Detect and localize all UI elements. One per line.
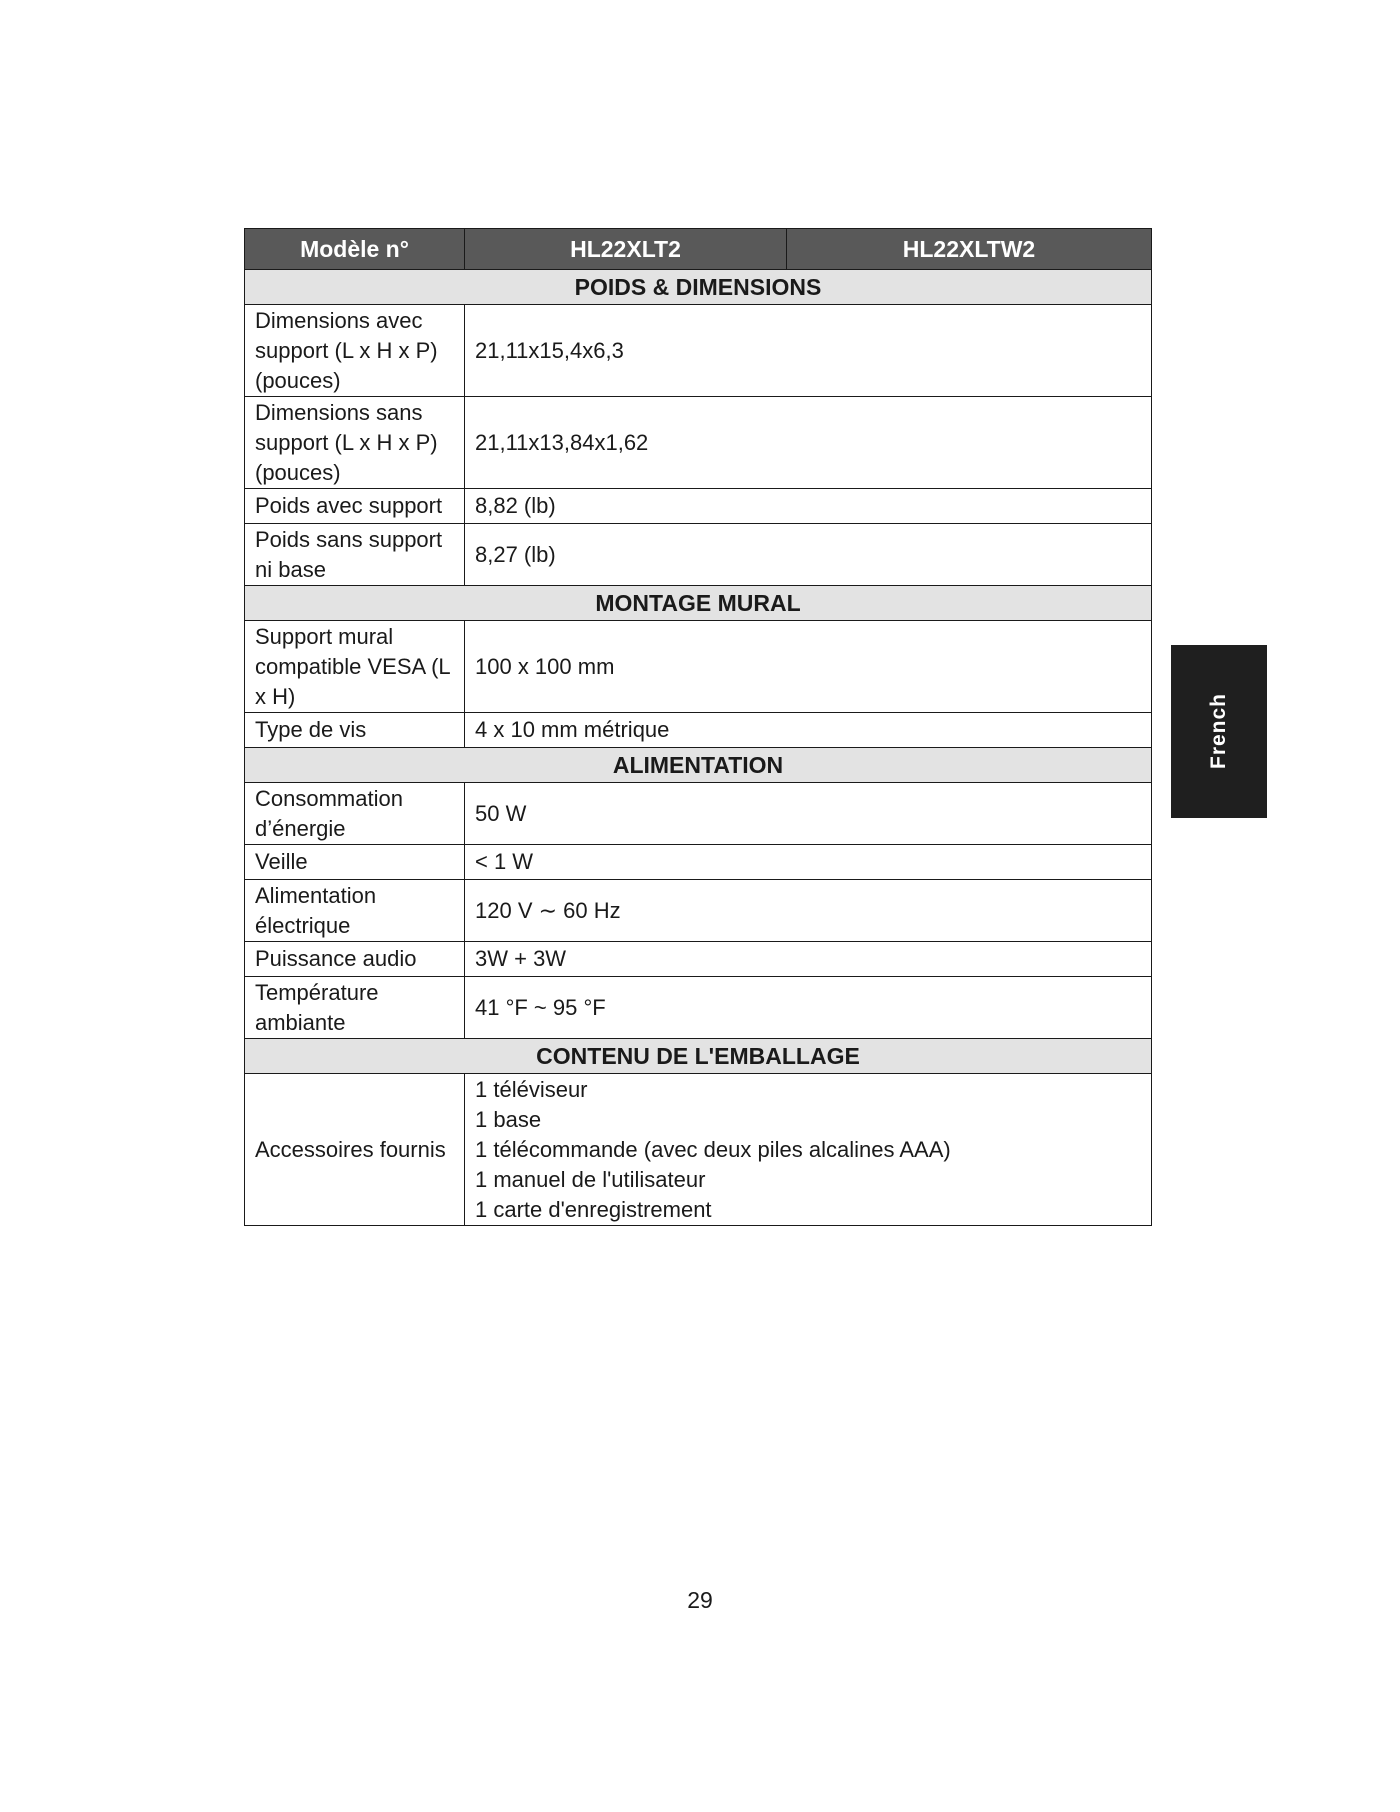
row-value: 100 x 100 mm [465,621,1152,713]
row-label: Veille [245,845,465,880]
list-item: 1 télécommande (avec deux piles alcalines AAA) [475,1136,951,1162]
row-label: Support mural compatible VESA (L x H) [245,621,465,713]
row-label: Alimentation électrique [245,880,465,942]
row-label: Dimensions sans support (L x H x P) (pouces) [245,397,465,489]
model-label: Modèle n° [245,229,465,270]
section-title-package: CONTENU DE L'EMBALLAGE [245,1039,1152,1074]
table-row [245,489,1152,524]
table-row [245,524,1152,586]
section-row [245,270,1152,305]
row-value: 21,11x13,84x1,62 [465,397,1152,489]
row-label: Puissance audio [245,942,465,977]
row-value: 21,11x15,4x6,3 [465,305,1152,397]
table-row [245,713,1152,748]
section-title-wall-mount: MONTAGE MURAL [245,586,1152,621]
table-row [245,845,1152,880]
row-label: Température ambiante [245,977,465,1039]
row-value: 120 V ∼ 60 Hz [465,880,1152,942]
page-number: 29 [687,1587,713,1613]
row-label: Accessoires fournis [245,1074,465,1226]
row-value: 4 x 10 mm métrique [465,713,1152,748]
table-row [245,942,1152,977]
table-row [245,305,1152,397]
section-title-weights: POIDS & DIMENSIONS [245,270,1152,305]
row-label: Type de vis [245,713,465,748]
row-value: 3W + 3W [465,942,1152,977]
list-item: 1 téléviseur [475,1076,588,1102]
table-row [245,397,1152,489]
header-row [245,229,1152,270]
row-label: Consommation d’énergie [245,783,465,845]
row-value: < 1 W [465,845,1152,880]
row-label: Poids avec support [245,489,465,524]
table-row [245,621,1152,713]
table-row [245,880,1152,942]
table-row [245,977,1152,1039]
model-b: HL22XLTW2 [787,229,1152,270]
section-row [245,748,1152,783]
package-items [465,1074,1152,1226]
section-row [245,1039,1152,1074]
row-value: 8,27 (lb) [465,524,1152,586]
row-label: Dimensions avec support (L x H x P) (pouces) [245,305,465,397]
section-title-power: ALIMENTATION [245,748,1152,783]
row-value: 8,82 (lb) [465,489,1152,524]
list-item: 1 base [475,1106,542,1132]
list-item: 1 manuel de l'utilisateur [475,1166,706,1192]
list-item: 1 carte d'enregistrement [475,1196,712,1222]
language-tab [1171,645,1267,818]
table-row [245,1074,1152,1226]
section-row [245,586,1152,621]
row-label: Poids sans support ni base [245,524,465,586]
language-tab-label: French [1207,692,1230,770]
row-value: 50 W [465,783,1152,845]
model-a: HL22XLT2 [465,229,787,270]
row-value: 41 °F ~ 95 °F [465,977,1152,1039]
specifications-table [244,228,1152,1226]
table-row [245,783,1152,845]
